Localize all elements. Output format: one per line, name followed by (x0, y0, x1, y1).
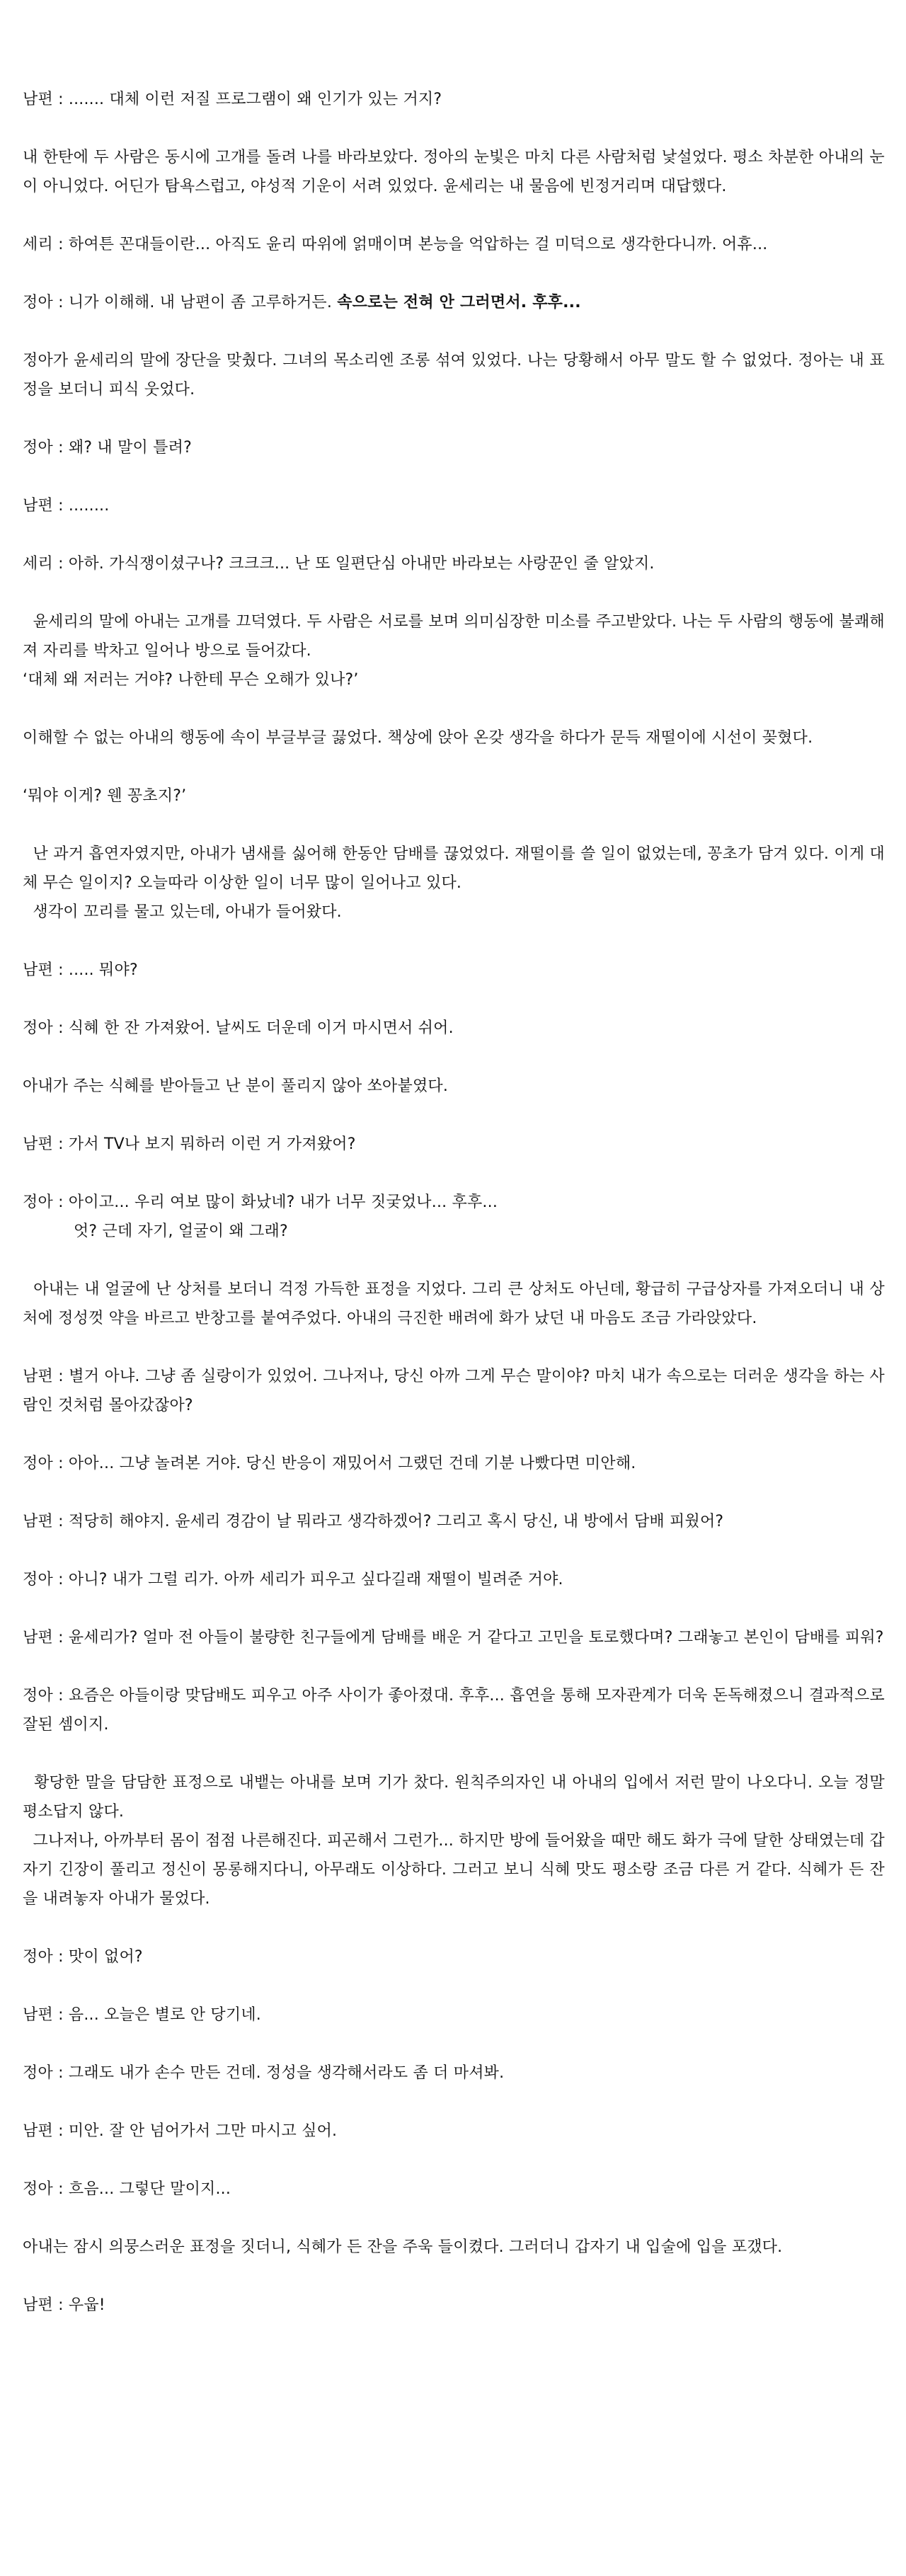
dialogue-line: 남편 : 가서 TV나 보지 뭐하러 이런 거 가져왔어? (23, 1135, 356, 1153)
dialogue-line: 남편 : 윤세리가? 얼마 전 아들이 불량한 친구들에게 담배를 배운 거 같다고 고민을 토로했다며? 그래놓고 본인이 담배를 피워? (23, 1629, 884, 1647)
dialogue-line: 정아 : 아이고... 우리 여보 많이 화났네? 내가 너무 짓궂었나... 후후... (23, 1193, 498, 1211)
dialogue-line: 세리 : 하여튼 꼰대들이란... 아직도 윤리 따위에 얽매이며 본능을 억압하는 걸 미덕으로 생각한다니까. 어휴... (23, 236, 768, 253)
narration-paragraph: 생각이 꼬리를 물고 있는데, 아내가 들어왔다. (23, 903, 342, 921)
dialogue-line: 남편 : 별거 아냐. 그냥 좀 실랑이가 있었어. 그나저나, 당신 아까 그게 무슨 말이야? 마치 내가 속으로는 더러운 생각을 하는 사람인 것처럼 몰아갔잖아? (23, 1368, 885, 1414)
dialogue-line: 정아 : 아아... 그냥 놀려본 거야. 당신 반응이 재밌어서 그랬던 건데 기분 나빴다면 미안해. (23, 1455, 636, 1472)
dialogue-line: 세리 : 아하. 가식쟁이셨구나? 크크크... 난 또 일편단심 아내만 바라보는 사랑꾼인 줄 알았지. (23, 555, 655, 573)
narration-paragraph: 아내는 내 얼굴에 난 상처를 보더니 걱정 가득한 표정을 지었다. 그리 큰 상처도 아닌데, 황급히 구급상자를 가져오더니 내 상처에 정성껏 약을 바르고 반창고를 붙여주었다. 아내의 극진한 배려에 화가 났던 내 마음도 조금 가라앉았다. (23, 1281, 885, 1327)
dialogue-line (23, 288, 885, 317)
dialogue-line: 남편 : 우웁! (23, 2296, 105, 2314)
narration-paragraph: 황당한 말을 담담한 표정으로 내뱉는 아내를 보며 기가 찼다. 원칙주의자인 내 아내의 입에서 저런 말이 나오다니. 오늘 정말 평소답지 않다. (23, 1774, 890, 1821)
dialogue-line: 정아 : 맛이 없어? (23, 1948, 143, 1966)
dialogue-line: 정아 : 왜? 내 말이 틀려? (23, 439, 192, 457)
dialogue-line: 남편 : ..... 뭐야? (23, 961, 138, 979)
story-document (23, 85, 890, 2320)
dialogue-line: 남편 : 음... 오늘은 별로 안 당기네. (23, 2006, 261, 2024)
narration-paragraph: 아내는 잠시 의뭉스러운 표정을 짓더니, 식혜가 든 잔을 주욱 들이켰다. 그러더니 갑자기 내 입술에 입을 포갰다. (23, 2238, 783, 2256)
dialogue-line: 남편 : 미안. 잘 안 넘어가서 그만 마시고 싶어. (23, 2122, 338, 2140)
narration-paragraph: 윤세리의 말에 아내는 고개를 끄덕였다. 두 사람은 서로를 보며 의미심장한 미소를 주고받았다. 나는 두 사람의 행동에 불쾌해져 자리를 박차고 일어나 방으로 들어갔다. (23, 613, 885, 660)
dialogue-line: 남편 : 적당히 해야지. 윤세리 경감이 날 뭐라고 생각하겠어? 그리고 혹시 당신, 내 방에서 담배 피웠어? (23, 1513, 724, 1530)
dialogue-line: 정아 : 흐음... 그렇단 말이지... (23, 2180, 231, 2198)
narration-paragraph: 이해할 수 없는 아내의 행동에 속이 부글부글 끓었다. 책상에 앉아 온갖 생각을 하다가 문득 재떨이에 시선이 꽂혔다. (23, 729, 813, 747)
dialogue-line: 남편 : ........ (23, 497, 110, 515)
dialogue-line: 정아 : 요즘은 아들이랑 맞담배도 피우고 아주 사이가 좋아졌대. 후후... 흡연을 통해 모자관계가 더욱 돈독해졌으니 결과적으로 잘된 셈이지. (23, 1687, 890, 1734)
dialogue-line: 정아 : 아니? 내가 그럴 리가. 아까 세리가 피우고 싶다길래 재떨이 빌려준 거야. (23, 1571, 563, 1588)
bold-dialogue-text: 속으로는 전혀 안 그러면서. 후후... (337, 294, 581, 311)
dialogue-line: 정아 : 식혜 한 잔 가져왔어. 날씨도 더운데 이거 마시면서 쉬어. (23, 1019, 454, 1037)
narration-paragraph: 아내가 주는 식혜를 받아들고 난 분이 풀리지 않아 쏘아붙였다. (23, 1077, 449, 1095)
dialogue-line: 남편 : ....... 대체 이런 저질 프로그램이 왜 인기가 있는 거지? (23, 91, 442, 108)
narration-paragraph: 그나저나, 아까부터 몸이 점점 나른해진다. 피곤해서 그런가... 하지만 방에 들어왔을 때만 해도 화가 극에 달한 상태였는데 갑자기 긴장이 풀리고 정신이 몽롱해지다니, 아무래도 이상하다. 그러고 보니 식혜 맛도 평소랑 조금 다른 거 같다. 식혜가 든 잔을 내려놓자 아내가 물었다. (23, 1832, 885, 1908)
inner-thought: ‘대체 왜 저러는 거야? 나한테 무슨 오해가 있나?’ (23, 671, 359, 689)
inner-thought: ‘뭐야 이게? 웬 꽁초지?’ (23, 787, 187, 805)
narration-paragraph: 정아가 윤세리의 말에 장단을 맞췄다. 그녀의 목소리엔 조롱 섞여 있었다. 나는 당황해서 아무 말도 할 수 없었다. 정아는 내 표정을 보더니 피식 웃었다. (23, 352, 885, 399)
narration-paragraph: 난 과거 흡연자였지만, 아내가 냄새를 싫어해 한동안 담배를 끊었었다. 재떨이를 쓸 일이 없었는데, 꽁초가 담겨 있다. 이게 대체 무슨 일이지? 오늘따라 이상한 일이 너무 많이 일어나고 있다. (23, 845, 885, 892)
dialogue-line: 엇? 근데 자기, 얼굴이 왜 그래? (23, 1223, 288, 1240)
dialogue-text: 정아 : 니가 이해해. 내 남편이 좀 고루하거든. (23, 294, 338, 311)
narration-paragraph: 내 한탄에 두 사람은 동시에 고개를 돌려 나를 바라보았다. 정아의 눈빛은 마치 다른 사람처럼 낯설었다. 평소 차분한 아내의 눈이 아니었다. 어딘가 탐욕스럽고, 야성적 기운이 서려 있었다. 윤세리는 내 물음에 빈정거리며 대답했다. (23, 149, 885, 195)
dialogue-line: 정아 : 그래도 내가 손수 만든 건데. 정성을 생각해서라도 좀 더 마셔봐. (23, 2064, 505, 2082)
